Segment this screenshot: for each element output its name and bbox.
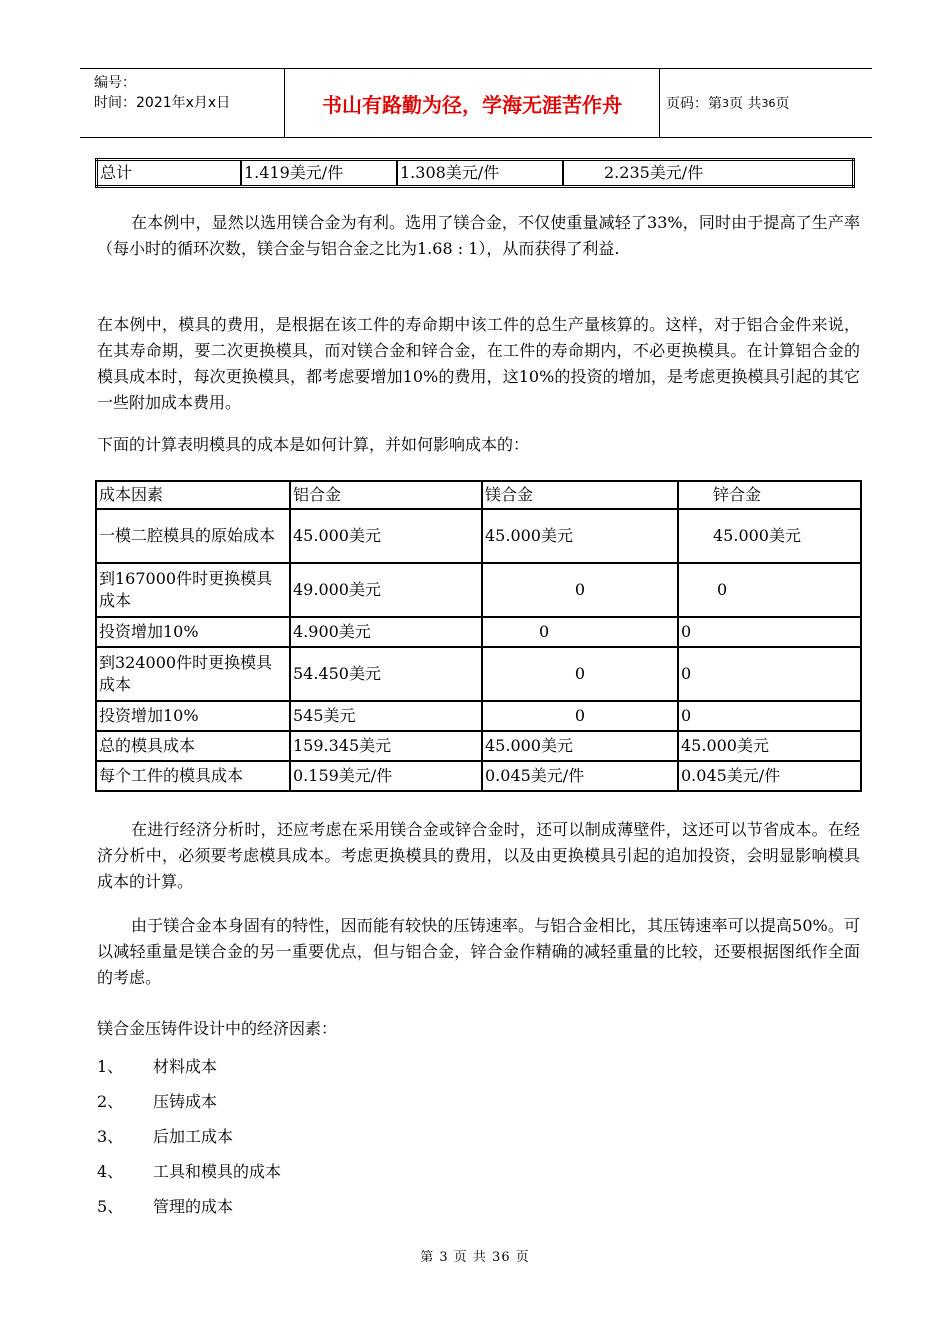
total-mg: 1.308美元/件 <box>397 160 563 187</box>
header-motto: 书山有路勤为径，学海无涯苦作舟 <box>284 69 660 137</box>
paragraph-1: 在本例中，显然以选用镁合金为有利。选用了镁合金，不仅使重量减轻了33%，同时由于提高了生产率（每小时的循环次数，镁合金与铝合金之比为1.68 : 1），从而获得了利益. <box>97 213 860 258</box>
header-page-info <box>658 69 872 137</box>
table-cell: 投资增加10% <box>96 617 290 647</box>
header-meta <box>80 69 282 137</box>
table-cell: 0 <box>482 647 678 701</box>
page-prefix: 页码：第 <box>666 96 722 112</box>
table-cell: 54.450美元 <box>290 647 482 701</box>
table-row <box>96 731 861 761</box>
total-table <box>95 158 855 188</box>
table-cell: 45.000美元 <box>482 509 678 563</box>
table-cell: 0.045美元/件 <box>482 761 678 791</box>
list-item <box>97 1196 233 1218</box>
table-cell: 0 <box>678 617 861 647</box>
table-cell: 45.000美元 <box>482 731 678 761</box>
table-row <box>96 761 861 791</box>
mold-cost-table <box>95 480 862 792</box>
list-item <box>97 1161 281 1183</box>
table-cell: 总的模具成本 <box>96 731 290 761</box>
list-item <box>97 1091 217 1113</box>
page-suffix: 页 <box>775 96 790 112</box>
total-label: 总计 <box>97 160 242 187</box>
table-row <box>96 647 861 701</box>
paragraph-2: 在本例中，模具的费用，是根据在该工件的寿命期中该工件的总生产量核算的。这样，对于铝合金件来说，在其寿命期，要二次更换模具，而对镁合金和锌合金，在工件的寿命期内，不必更换模具。在计算铝合金的模具成本时，每次更换模具，都考虑要增加10%的费用，这10%的投资的增加，是考虑更换模具引起的其它一些附加成本费用。 <box>97 315 860 412</box>
table-cell: 0 <box>482 617 678 647</box>
header-cell: 成本因素 <box>96 481 290 509</box>
paragraph-3: 下面的计算表明模具的成本是如何计算，并如何影响成本的： <box>97 435 530 454</box>
table-cell: 49.000美元 <box>290 563 482 617</box>
list-num: 1、 <box>97 1057 124 1076</box>
table-cell: 45.000美元 <box>678 509 861 563</box>
paragraph-4: 在进行经济分析时，还应考虑在采用镁合金或锌合金时，还可以制成薄壁件，这还可以节省成本。在经济分析中，必须要考虑模具成本。考虑更换模具的费用，以及由更换模具引起的追加投资，会明显影响模具成本的计算。 <box>97 820 860 891</box>
table-cell: 545美元 <box>290 701 482 731</box>
table-cell: 4.900美元 <box>290 617 482 647</box>
list-item <box>97 1056 217 1078</box>
list-num: 2、 <box>97 1092 124 1111</box>
list-num: 4、 <box>97 1162 124 1181</box>
list-text: 压铸成本 <box>153 1092 218 1111</box>
total-zn: 2.235美元/件 <box>563 160 854 187</box>
table-cell: 0.159美元/件 <box>290 761 482 791</box>
header-cell: 镁合金 <box>482 481 678 509</box>
list-text: 管理的成本 <box>153 1197 234 1216</box>
list-title: 镁合金压铸件设计中的经济因素： <box>97 1019 338 1038</box>
table-row <box>96 701 861 731</box>
page-header <box>80 68 872 138</box>
list-text: 工具和模具的成本 <box>153 1162 282 1181</box>
page-total: 36 <box>761 96 776 110</box>
time-label: 时间：2021年x月x日 <box>94 95 231 111</box>
table-row <box>96 617 861 647</box>
table-cell: 45.000美元 <box>678 731 861 761</box>
page-footer: 第 3 页 共 36 页 <box>420 1250 530 1265</box>
table-cell: 0 <box>482 701 678 731</box>
table-row <box>96 509 861 563</box>
table-cell: 0 <box>482 563 678 617</box>
table-cell: 0 <box>678 563 861 617</box>
table-cell: 到324000件时更换模具成本 <box>96 647 290 701</box>
list-num: 5、 <box>97 1197 124 1216</box>
table-cell: 一模二腔模具的原始成本 <box>96 509 290 563</box>
page-mid: 页 共 <box>729 96 762 112</box>
table-cell: 45.000美元 <box>290 509 482 563</box>
table-cell: 0 <box>678 647 861 701</box>
page-current: 3 <box>722 96 729 110</box>
paragraph-5: 由于镁合金本身固有的特性，因而能有较快的压铸速率。与铝合金相比，其压铸速率可以提高50%。可以减轻重量是镁合金的另一重要优点，但与铝合金，锌合金作精确的减轻重量的比较，还要根据图纸作全面的考虑。 <box>97 916 860 987</box>
list-text: 材料成本 <box>153 1057 218 1076</box>
table-header-row <box>96 481 861 509</box>
list-text: 后加工成本 <box>153 1127 234 1146</box>
table-cell: 159.345美元 <box>290 731 482 761</box>
table-cell: 投资增加10% <box>96 701 290 731</box>
table-cell: 每个工件的模具成本 <box>96 761 290 791</box>
total-al: 1.419美元/件 <box>241 160 397 187</box>
header-cell: 铝合金 <box>290 481 482 509</box>
table-row <box>96 563 861 617</box>
table-cell: 0.045美元/件 <box>678 761 861 791</box>
total-row <box>97 160 854 187</box>
header-cell: 锌合金 <box>678 481 861 509</box>
list-item <box>97 1126 233 1148</box>
number-label: 编号： <box>94 75 136 91</box>
table-cell: 0 <box>678 701 861 731</box>
table-cell: 到167000件时更换模具成本 <box>96 563 290 617</box>
list-num: 3、 <box>97 1127 124 1146</box>
